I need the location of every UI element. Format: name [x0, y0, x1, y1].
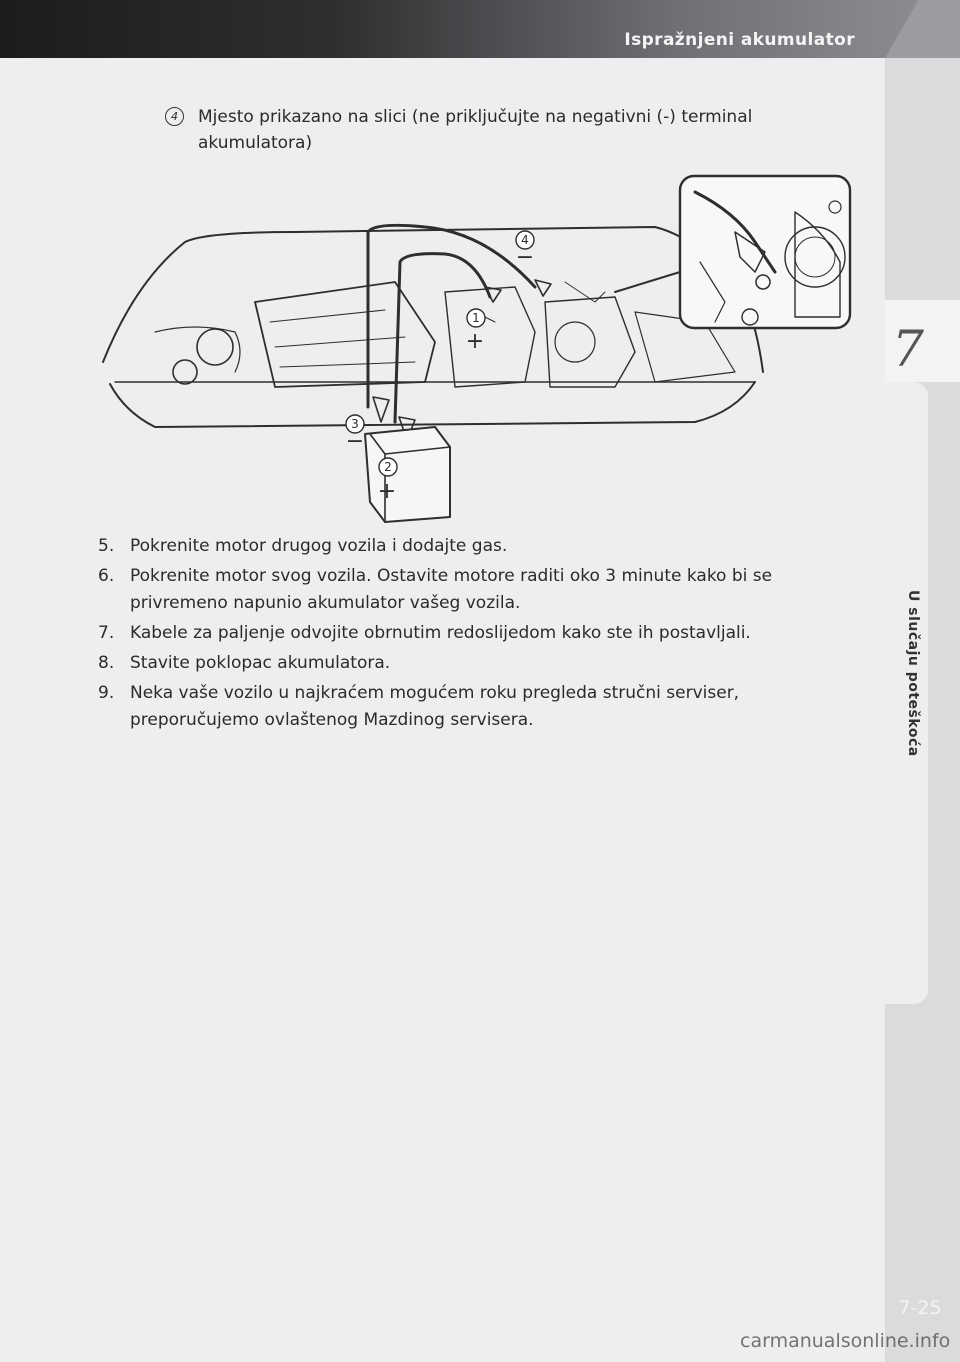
- minus-sign-ground: −: [515, 245, 535, 270]
- list-item: 8. Stavite poklopac akumulatora.: [98, 653, 391, 673]
- steps-list: [92, 533, 852, 737]
- page-number: 7-25: [898, 1297, 942, 1319]
- chapter-number: 7: [892, 320, 924, 378]
- callout-4: 4: [521, 233, 529, 247]
- callout-marker: 4: [165, 107, 184, 126]
- callout-3: 3: [351, 417, 359, 431]
- watermark-text: carmanualsonline.info: [740, 1330, 951, 1352]
- plus-sign-vehicle: +: [465, 329, 485, 354]
- callout-2: 2: [384, 460, 392, 474]
- jump-start-illustration: [95, 172, 855, 527]
- list-item: 9. Neka vaše vozilo u najkraćem mogućem roku pregleda stručni serviser, preporučujemo ovlaštenog Mazdinog servisera.: [98, 683, 740, 730]
- plus-sign-donor: +: [377, 479, 397, 504]
- chapter-title: U slučaju poteškoća: [905, 590, 921, 757]
- legend-text: Mjesto prikazano na slici (ne priključujte na negativni (-) terminal akumulatora): [198, 107, 753, 153]
- section-title: Ispražnjeni akumulator: [624, 30, 855, 50]
- callout-1: 1: [472, 311, 480, 325]
- list-item: 7. Kabele za paljenje odvojite obrnutim redoslijedom kako ste ih postavljali.: [98, 623, 751, 643]
- list-item: 5. Pokrenite motor drugog vozila i dodajte gas.: [98, 536, 508, 556]
- list-item: 6. Pokrenite motor svog vozila. Ostavite motore raditi oko 3 minute kako bi se privremeno napunio akumulator vašeg vozila.: [98, 566, 773, 613]
- minus-sign-donor: −: [345, 429, 365, 454]
